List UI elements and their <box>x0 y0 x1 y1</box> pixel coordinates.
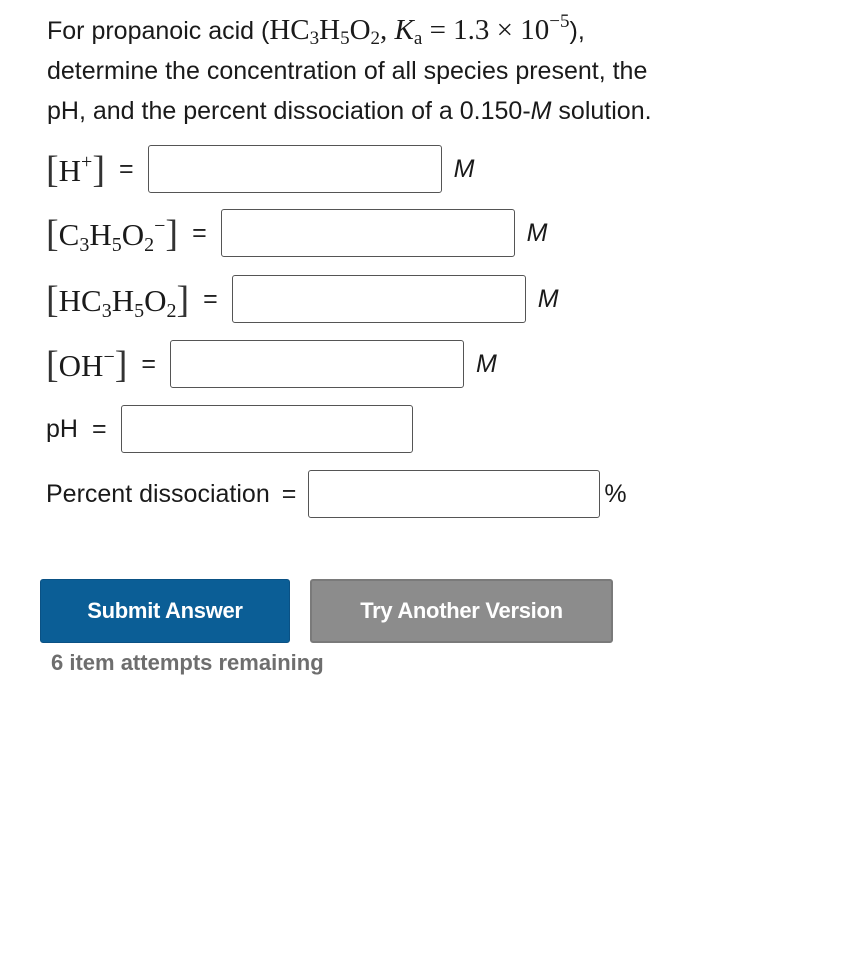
unit-label: M <box>453 154 475 183</box>
question-line-3 <box>47 91 827 131</box>
percent-unit-label: % <box>604 479 627 508</box>
submit-answer-button[interactable]: Submit Answer <box>40 579 290 643</box>
label-ph: pH <box>46 414 78 443</box>
ka-exponent: −5 <box>549 11 570 32</box>
question-intro: For propanoic acid ( <box>47 17 270 45</box>
label-hydroxide: [OH−] <box>46 344 128 386</box>
label-percent-dissociation: Percent dissociation <box>46 479 270 508</box>
unit-label: M <box>475 349 497 378</box>
formula: $HC_3H_5O_2$, $K_a = 1.3 \times 10^{-5}$ <box>269 11 570 49</box>
percent-dissociation-input[interactable] <box>308 470 600 518</box>
ph-input[interactable] <box>121 405 413 453</box>
question-line-2: determine the concentration of all species present, the <box>47 57 648 85</box>
question-line3-unit: M <box>530 97 552 125</box>
equals-sign: = <box>141 349 156 378</box>
equals-sign: = <box>118 154 134 183</box>
question-line3-pre: pH, and the percent dissociation of a 0.150- <box>47 97 531 125</box>
field-row-ph <box>46 405 413 453</box>
field-row-h-plus <box>46 145 474 193</box>
label-h-plus: [H+] <box>46 149 105 191</box>
question-line3-post: solution. <box>551 97 652 125</box>
question-outro: ), <box>569 17 585 45</box>
equals-sign: = <box>192 218 207 247</box>
unit-label: M <box>537 284 559 313</box>
field-row-percent-dissociation <box>46 470 627 518</box>
field-row-hydroxide <box>46 340 497 388</box>
propanoate-input[interactable] <box>221 209 515 257</box>
question-line-1 <box>47 10 827 51</box>
field-row-propanoate <box>46 209 548 257</box>
unit-label: M <box>526 218 548 247</box>
label-propanoate: $[C_3H_5O_2^-]$ <box>46 213 179 256</box>
equals-sign: = <box>91 414 107 443</box>
h-plus-input[interactable] <box>148 145 442 193</box>
equals-sign: = <box>281 479 297 508</box>
ka-value: 1.3 <box>453 14 490 46</box>
question-text <box>47 10 827 131</box>
field-row-propanoic-acid <box>46 275 559 323</box>
propanoic-acid-input[interactable] <box>232 275 526 323</box>
try-another-version-button[interactable]: Try Another Version <box>310 579 613 643</box>
label-propanoic-acid: $[HC_3H_5O_2]$ <box>46 279 190 322</box>
hydroxide-input[interactable] <box>170 340 464 388</box>
attempts-remaining: 6 item attempts remaining <box>51 650 324 675</box>
equals-sign: = <box>203 284 218 313</box>
